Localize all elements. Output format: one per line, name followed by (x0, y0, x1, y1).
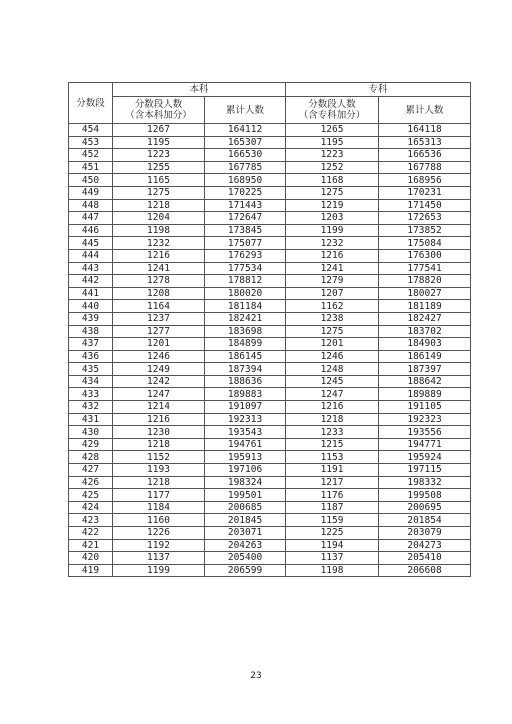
cell-zhuanke-cumulative: 172653 (379, 212, 471, 225)
header-group-zhuanke: 专科 (286, 83, 471, 97)
table-row (69, 224, 471, 237)
cell-benke-cumulative: 191097 (205, 401, 286, 414)
cell-score: 427 (69, 464, 113, 477)
cell-benke-count: 1165 (113, 174, 205, 187)
cell-score: 433 (69, 388, 113, 401)
cell-benke-count: 1275 (113, 186, 205, 199)
cell-benke-count: 1232 (113, 237, 205, 250)
cell-benke-count: 1160 (113, 514, 205, 527)
cell-zhuanke-count: 1168 (286, 174, 379, 187)
cell-benke-cumulative: 167785 (205, 161, 286, 174)
cell-benke-cumulative: 176293 (205, 249, 286, 262)
table-row (69, 564, 471, 577)
cell-zhuanke-cumulative: 188642 (379, 375, 471, 388)
cell-zhuanke-count: 1245 (286, 375, 379, 388)
table-row (69, 237, 471, 250)
table-row (69, 426, 471, 439)
cell-benke-cumulative: 201845 (205, 514, 286, 527)
cell-zhuanke-count: 1198 (286, 564, 379, 577)
cell-benke-cumulative: 198324 (205, 476, 286, 489)
cell-benke-cumulative: 182421 (205, 312, 286, 325)
cell-benke-count: 1192 (113, 539, 205, 552)
cell-benke-cumulative: 164112 (205, 124, 286, 137)
cell-zhuanke-count: 1159 (286, 514, 379, 527)
cell-score: 421 (69, 539, 113, 552)
cell-zhuanke-cumulative: 184903 (379, 338, 471, 351)
table-row (69, 249, 471, 262)
cell-score: 441 (69, 287, 113, 300)
cell-benke-count: 1208 (113, 287, 205, 300)
cell-benke-cumulative: 205400 (205, 552, 286, 565)
table-row (69, 527, 471, 540)
cell-score: 445 (69, 237, 113, 250)
table-row (69, 501, 471, 514)
cell-zhuanke-count: 1194 (286, 539, 379, 552)
cell-zhuanke-cumulative: 186149 (379, 350, 471, 363)
header-benke-cumulative: 累计人数 (205, 97, 286, 124)
cell-zhuanke-count: 1218 (286, 413, 379, 426)
cell-score: 429 (69, 438, 113, 451)
cell-benke-count: 1193 (113, 464, 205, 477)
cell-benke-count: 1216 (113, 249, 205, 262)
cell-zhuanke-count: 1187 (286, 501, 379, 514)
cell-zhuanke-cumulative: 191105 (379, 401, 471, 414)
table-row (69, 476, 471, 489)
cell-benke-count: 1201 (113, 338, 205, 351)
cell-benke-cumulative: 197106 (205, 464, 286, 477)
cell-score: 447 (69, 212, 113, 225)
header-zhuanke-count-line2: （含专科加分） (298, 110, 366, 121)
cell-benke-cumulative: 200685 (205, 501, 286, 514)
cell-score: 442 (69, 275, 113, 288)
cell-score: 424 (69, 501, 113, 514)
cell-zhuanke-cumulative: 204273 (379, 539, 471, 552)
table-row (69, 338, 471, 351)
cell-score: 443 (69, 262, 113, 275)
table-row (69, 464, 471, 477)
cell-benke-count: 1223 (113, 149, 205, 162)
cell-score: 420 (69, 552, 113, 565)
header-benke-count-line2: （含本科加分） (125, 110, 192, 121)
cell-benke-cumulative: 183698 (205, 325, 286, 338)
cell-score: 432 (69, 401, 113, 414)
cell-zhuanke-cumulative: 194771 (379, 438, 471, 451)
cell-zhuanke-count: 1203 (286, 212, 379, 225)
cell-score: 453 (69, 136, 113, 149)
cell-benke-cumulative: 181184 (205, 300, 286, 313)
cell-zhuanke-count: 1195 (286, 136, 379, 149)
cell-benke-cumulative: 178812 (205, 275, 286, 288)
table-row (69, 388, 471, 401)
cell-benke-count: 1278 (113, 275, 205, 288)
cell-score: 450 (69, 174, 113, 187)
cell-zhuanke-cumulative: 205410 (379, 552, 471, 565)
cell-zhuanke-cumulative: 173852 (379, 224, 471, 237)
cell-benke-cumulative: 177534 (205, 262, 286, 275)
cell-benke-cumulative: 172647 (205, 212, 286, 225)
table-row (69, 136, 471, 149)
cell-benke-count: 1218 (113, 199, 205, 212)
cell-benke-count: 1199 (113, 564, 205, 577)
cell-zhuanke-cumulative: 181189 (379, 300, 471, 313)
cell-benke-cumulative: 195913 (205, 451, 286, 464)
cell-zhuanke-cumulative: 182427 (379, 312, 471, 325)
header-zhuanke-count (286, 97, 379, 124)
cell-zhuanke-count: 1275 (286, 325, 379, 338)
cell-zhuanke-count: 1162 (286, 300, 379, 313)
cell-zhuanke-cumulative: 200695 (379, 501, 471, 514)
cell-score: 448 (69, 199, 113, 212)
cell-score: 428 (69, 451, 113, 464)
cell-benke-cumulative: 184899 (205, 338, 286, 351)
table-body (69, 124, 471, 577)
cell-benke-count: 1241 (113, 262, 205, 275)
cell-benke-count: 1267 (113, 124, 205, 137)
cell-zhuanke-cumulative: 203079 (379, 527, 471, 540)
cell-score: 451 (69, 161, 113, 174)
cell-zhuanke-cumulative: 167788 (379, 161, 471, 174)
header-zhuanke-cumulative: 累计人数 (379, 97, 471, 124)
cell-zhuanke-count: 1137 (286, 552, 379, 565)
cell-score: 454 (69, 124, 113, 137)
cell-benke-count: 1204 (113, 212, 205, 225)
cell-zhuanke-cumulative: 195924 (379, 451, 471, 464)
cell-zhuanke-cumulative: 168956 (379, 174, 471, 187)
cell-zhuanke-cumulative: 193556 (379, 426, 471, 439)
cell-score: 425 (69, 489, 113, 502)
cell-zhuanke-count: 1219 (286, 199, 379, 212)
cell-score: 440 (69, 300, 113, 313)
cell-zhuanke-count: 1223 (286, 149, 379, 162)
cell-zhuanke-count: 1225 (286, 527, 379, 540)
cell-benke-count: 1277 (113, 325, 205, 338)
cell-score: 426 (69, 476, 113, 489)
header-zhuanke-count-line1: 分数段人数 (308, 99, 356, 110)
table-row (69, 212, 471, 225)
table-row (69, 262, 471, 275)
cell-zhuanke-count: 1176 (286, 489, 379, 502)
cell-benke-count: 1214 (113, 401, 205, 414)
cell-score: 436 (69, 350, 113, 363)
cell-benke-count: 1255 (113, 161, 205, 174)
table-row (69, 350, 471, 363)
cell-zhuanke-cumulative: 180027 (379, 287, 471, 300)
header-benke-count-line1: 分数段人数 (134, 99, 183, 110)
header-row-columns (69, 97, 471, 124)
cell-zhuanke-count: 1248 (286, 363, 379, 376)
cell-score: 431 (69, 413, 113, 426)
cell-zhuanke-cumulative: 197115 (379, 464, 471, 477)
cell-benke-count: 1218 (113, 438, 205, 451)
table-row (69, 300, 471, 313)
cell-zhuanke-count: 1241 (286, 262, 379, 275)
cell-benke-count: 1177 (113, 489, 205, 502)
cell-zhuanke-cumulative: 175084 (379, 237, 471, 250)
cell-benke-cumulative: 203071 (205, 527, 286, 540)
cell-benke-cumulative: 187394 (205, 363, 286, 376)
cell-benke-cumulative: 192313 (205, 413, 286, 426)
cell-benke-cumulative: 189883 (205, 388, 286, 401)
cell-benke-cumulative: 168950 (205, 174, 286, 187)
cell-benke-count: 1249 (113, 363, 205, 376)
cell-zhuanke-count: 1232 (286, 237, 379, 250)
cell-zhuanke-count: 1191 (286, 464, 379, 477)
cell-score: 444 (69, 249, 113, 262)
cell-score: 423 (69, 514, 113, 527)
cell-zhuanke-count: 1199 (286, 224, 379, 237)
cell-score: 439 (69, 312, 113, 325)
cell-score: 435 (69, 363, 113, 376)
cell-zhuanke-cumulative: 206608 (379, 564, 471, 577)
cell-zhuanke-cumulative: 183702 (379, 325, 471, 338)
table-row (69, 363, 471, 376)
cell-zhuanke-count: 1217 (286, 476, 379, 489)
cell-zhuanke-cumulative: 201854 (379, 514, 471, 527)
cell-benke-count: 1195 (113, 136, 205, 149)
table-row (69, 174, 471, 187)
cell-benke-count: 1137 (113, 552, 205, 565)
cell-score: 430 (69, 426, 113, 439)
cell-benke-count: 1218 (113, 476, 205, 489)
cell-score: 419 (69, 564, 113, 577)
table-row (69, 451, 471, 464)
cell-zhuanke-cumulative: 199508 (379, 489, 471, 502)
cell-benke-cumulative: 170225 (205, 186, 286, 199)
cell-benke-cumulative: 193543 (205, 426, 286, 439)
cell-benke-count: 1164 (113, 300, 205, 313)
table-row (69, 489, 471, 502)
cell-benke-count: 1247 (113, 388, 205, 401)
cell-benke-cumulative: 188636 (205, 375, 286, 388)
cell-zhuanke-count: 1201 (286, 338, 379, 351)
cell-zhuanke-count: 1279 (286, 275, 379, 288)
cell-score: 422 (69, 527, 113, 540)
cell-score: 437 (69, 338, 113, 351)
table-row (69, 124, 471, 137)
cell-benke-count: 1230 (113, 426, 205, 439)
page-number: 23 (250, 671, 262, 681)
cell-benke-cumulative: 186145 (205, 350, 286, 363)
table-row (69, 539, 471, 552)
cell-benke-count: 1246 (113, 350, 205, 363)
cell-benke-cumulative: 175077 (205, 237, 286, 250)
cell-zhuanke-count: 1153 (286, 451, 379, 464)
cell-zhuanke-count: 1238 (286, 312, 379, 325)
table-row (69, 401, 471, 414)
cell-zhuanke-cumulative: 171450 (379, 199, 471, 212)
score-distribution-table (68, 82, 471, 577)
cell-benke-cumulative: 173845 (205, 224, 286, 237)
cell-zhuanke-cumulative: 166536 (379, 149, 471, 162)
table-row (69, 552, 471, 565)
cell-benke-cumulative: 204263 (205, 539, 286, 552)
cell-zhuanke-cumulative: 164118 (379, 124, 471, 137)
cell-benke-count: 1242 (113, 375, 205, 388)
cell-benke-cumulative: 206599 (205, 564, 286, 577)
header-score-range: 分数段 (69, 83, 113, 124)
cell-zhuanke-cumulative: 192323 (379, 413, 471, 426)
cell-score: 452 (69, 149, 113, 162)
cell-benke-cumulative: 199501 (205, 489, 286, 502)
cell-zhuanke-cumulative: 187397 (379, 363, 471, 376)
cell-zhuanke-cumulative: 170231 (379, 186, 471, 199)
cell-benke-cumulative: 171443 (205, 199, 286, 212)
cell-score: 434 (69, 375, 113, 388)
header-group-benke: 本科 (113, 83, 286, 97)
table-row (69, 375, 471, 388)
cell-zhuanke-count: 1275 (286, 186, 379, 199)
cell-zhuanke-count: 1216 (286, 401, 379, 414)
cell-benke-cumulative: 166530 (205, 149, 286, 162)
table-row (69, 275, 471, 288)
table-row (69, 199, 471, 212)
cell-benke-count: 1237 (113, 312, 205, 325)
cell-score: 446 (69, 224, 113, 237)
cell-zhuanke-cumulative: 198332 (379, 476, 471, 489)
cell-benke-count: 1198 (113, 224, 205, 237)
table-row (69, 438, 471, 451)
cell-benke-cumulative: 165307 (205, 136, 286, 149)
cell-zhuanke-count: 1207 (286, 287, 379, 300)
table-row (69, 161, 471, 174)
cell-score: 438 (69, 325, 113, 338)
cell-zhuanke-cumulative: 178820 (379, 275, 471, 288)
cell-benke-count: 1184 (113, 501, 205, 514)
cell-zhuanke-count: 1265 (286, 124, 379, 137)
table-row (69, 413, 471, 426)
cell-zhuanke-cumulative: 189889 (379, 388, 471, 401)
cell-zhuanke-count: 1233 (286, 426, 379, 439)
table-row (69, 186, 471, 199)
cell-score: 449 (69, 186, 113, 199)
cell-zhuanke-cumulative: 176300 (379, 249, 471, 262)
cell-zhuanke-count: 1215 (286, 438, 379, 451)
header-row-groups (69, 83, 471, 97)
cell-benke-cumulative: 194761 (205, 438, 286, 451)
table-row (69, 149, 471, 162)
table-row (69, 325, 471, 338)
cell-zhuanke-cumulative: 165313 (379, 136, 471, 149)
header-benke-count (113, 97, 205, 124)
cell-zhuanke-count: 1216 (286, 249, 379, 262)
cell-zhuanke-cumulative: 177541 (379, 262, 471, 275)
cell-zhuanke-count: 1247 (286, 388, 379, 401)
cell-benke-cumulative: 180020 (205, 287, 286, 300)
table-row (69, 312, 471, 325)
cell-benke-count: 1226 (113, 527, 205, 540)
table-row (69, 514, 471, 527)
cell-benke-count: 1152 (113, 451, 205, 464)
table-row (69, 287, 471, 300)
cell-zhuanke-count: 1246 (286, 350, 379, 363)
cell-benke-count: 1216 (113, 413, 205, 426)
cell-zhuanke-count: 1252 (286, 161, 379, 174)
